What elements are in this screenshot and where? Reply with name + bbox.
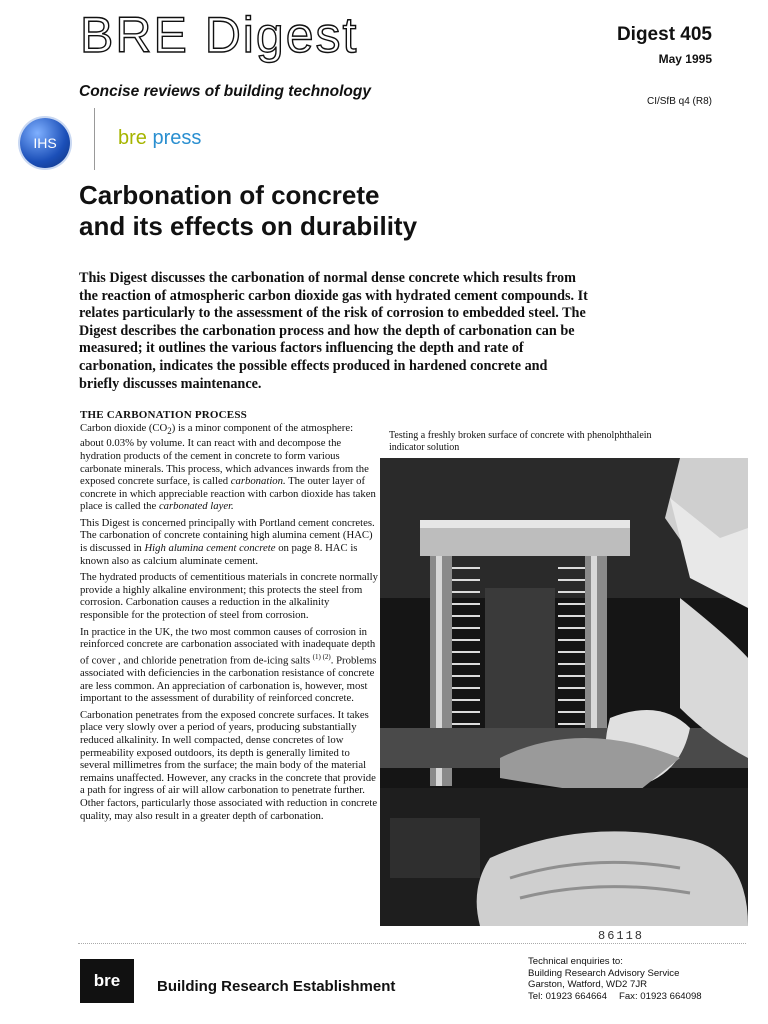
classification-code: CI/SfB q4 (R8) xyxy=(646,96,712,107)
body-column xyxy=(80,409,378,826)
contact-address: Garston, Watford, WD2 7JR xyxy=(528,979,648,991)
digest-number: Digest 405 xyxy=(616,24,712,45)
paragraph-4-text-b: . Problems associated with deficiencies in the carbonation resistance of concrete are less common. An appreciation of carbonation is, however, most important to the assessment of durability of reinforced concrete. xyxy=(80,654,377,705)
contact-service: Building Research Advisory Service xyxy=(528,967,680,979)
contact-phone-line xyxy=(528,991,714,1003)
paragraph-1 xyxy=(80,422,378,513)
reference-superscripts: (1) (2) xyxy=(312,652,331,661)
paragraph-4 xyxy=(80,626,378,705)
bre-press-logo-part2: press xyxy=(146,127,202,149)
bre-logo: bre xyxy=(80,959,134,1003)
cross-reference-hac: High alumina cement concrete xyxy=(144,542,276,555)
paragraph-2-text-a: This Digest is concerned principally with Portland cement concretes. The carbonation of concrete containing high alumina cement (HAC) is discussed in xyxy=(80,516,375,555)
paragraph-2 xyxy=(80,517,378,567)
ihs-logo-icon: IHS xyxy=(20,118,70,168)
paragraph-3: The hydrated products of cementitious materials in concrete normally provide a highly alkaline environment; this protects the steel from corrosion. Carbonation causes a reduction in the alkalinity responsible for the protection of steel from corrosion. xyxy=(80,571,378,622)
contact-heading: Technical enquiries to: xyxy=(528,956,623,967)
co2-subscript: 2 xyxy=(167,425,172,436)
contact-tel: Tel: 01923 664664 xyxy=(528,990,607,1002)
paragraph-2-text-b: on page 8. HAC is known also as calcium aluminate cement. xyxy=(80,542,358,567)
document-reference-number: 86118 xyxy=(598,929,645,943)
figure-caption: Testing a freshly broken surface of concrete with phenolphthalein indicator solution xyxy=(389,430,652,453)
paragraph-5: Carbonation penetrates from the exposed concrete surfaces. It takes place very slowly over a period of years, producing substantially reduced alkalinity. In well compacted, dense concretes of low permeability exposed outdoors, its depth is generally limited to several millimetres from the surface; the main body of the material remains unaffected. However, any cracks in the concrete that provide a path for ingress of air will allow carbonation to penetrate further. Other factors, particularly those associated with reduction in concrete quality, may also result in a greater depth of carbonation. xyxy=(80,708,378,822)
paragraph-1-text-b: ) is a minor component of the atmosphere: about 0.03% by volume. It can react with and decompose the hydration products of the cement in concrete to form various carbonate minerals. This process, which advances inwards from the exposed concrete surface, is called xyxy=(80,421,369,488)
page-title xyxy=(79,180,639,242)
term-carbonation: carbonation. xyxy=(230,475,286,488)
contact-block xyxy=(528,956,714,1002)
bre-press-logo xyxy=(118,127,201,150)
title-line-1: Carbonation of concrete xyxy=(79,180,380,210)
tagline: Concise reviews of building technology xyxy=(79,83,371,100)
summary-paragraph: This Digest discusses the carbonation of normal dense concrete which results from the reaction of atmospheric carbon dioxide gas with hydrated cement compounds. It relates particularly to the assessment of the risk of corrosion to embedded steel. The Digest describes the carbonation process and how the depth of carbonation can be measured; it outlines the various factors influencing the depth and rate of carbonation, indicates the possible effects produced in hardened concrete and briefly discusses maintenance. xyxy=(79,270,588,392)
bre-press-logo-part1: bre xyxy=(118,127,147,149)
paragraph-1-text-c: The outer layer of concrete in which appreciable reaction with carbon dioxide has taken place is called the xyxy=(80,475,376,513)
concrete-test-photo-image xyxy=(380,458,748,926)
footer-divider xyxy=(78,943,746,944)
paragraph-4-text-a: In practice in the UK, the two most common causes of corrosion in reinforced concrete are carbonation associated with inadequate depth of cover , and chloride penetration from de-icing salts xyxy=(80,625,376,667)
publication-date: May 1995 xyxy=(658,52,712,66)
figure-photo xyxy=(380,458,748,926)
title-line-2: and its effects on durability xyxy=(79,211,418,241)
logo-divider xyxy=(94,108,95,170)
organisation-name: Building Research Establishment xyxy=(157,978,396,995)
section-heading: THE CARBONATION PROCESS xyxy=(80,409,247,421)
contact-fax: Fax: 01923 664098 xyxy=(618,990,702,1002)
paragraph-1-text-a: Carbon dioxide (CO xyxy=(80,421,168,434)
brand-title: BRE Digest xyxy=(80,7,359,63)
term-carbonated-layer: carbonated layer. xyxy=(158,500,234,513)
